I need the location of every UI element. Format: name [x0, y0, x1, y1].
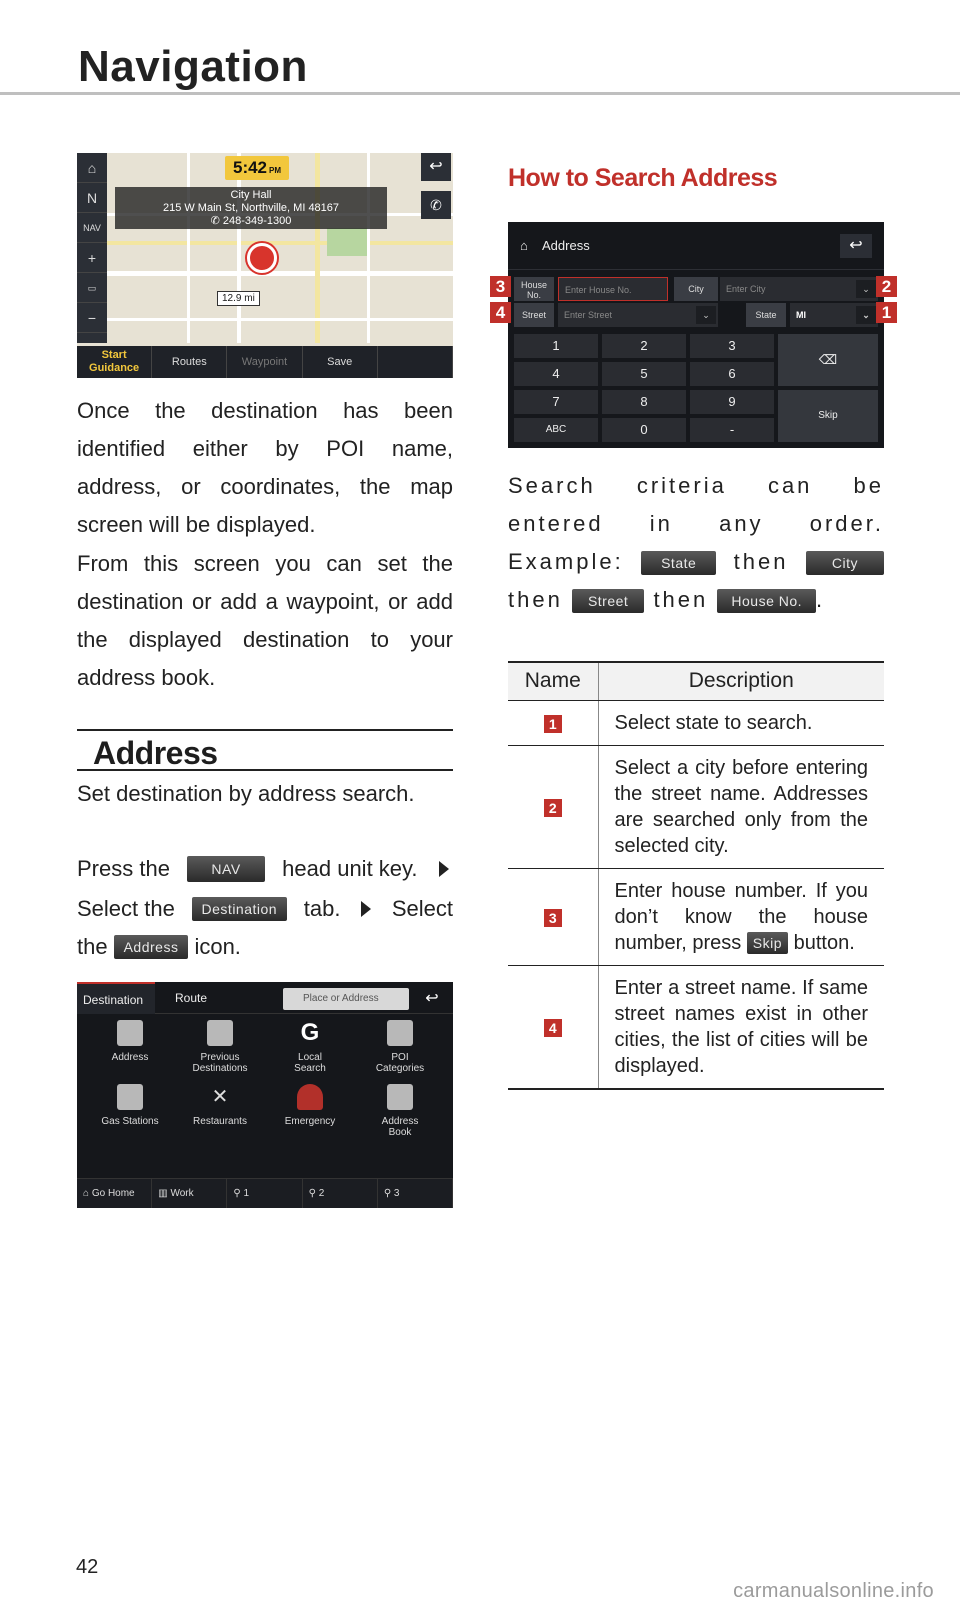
tab-destination[interactable]: Destination — [77, 982, 155, 1014]
back-icon[interactable]: ↩ — [425, 990, 439, 1007]
clock — [225, 156, 289, 180]
key-5[interactable]: 5 — [602, 362, 686, 386]
favorite-label: 3 — [393, 1188, 400, 1199]
state-select[interactable] — [790, 303, 878, 327]
criteria-period: . — [816, 587, 826, 612]
instruction-text: Select the — [77, 896, 175, 921]
folder-clock-icon — [207, 1020, 233, 1046]
clock-time: 5:42 — [232, 158, 268, 177]
dest-item-address[interactable] — [83, 1020, 177, 1063]
key-7[interactable]: 7 — [514, 390, 598, 414]
key-4[interactable]: 4 — [514, 362, 598, 386]
place-search-input[interactable]: Place or Address — [283, 988, 409, 1010]
section-heading-text: Address — [93, 735, 218, 771]
key-8[interactable]: 8 — [602, 390, 686, 414]
row-description: Select a city before entering the street name. Addresses are searched only from the selected city. — [598, 745, 884, 868]
callout-3: 3 — [544, 909, 562, 927]
instruction-text: head unit key. — [282, 856, 418, 881]
start-guidance-label-2: Guidance — [89, 362, 140, 374]
intro-paragraph-2: From this screen you can set the destination or add a waypoint, or add the displayed destination to your address book. — [77, 551, 453, 690]
poi-info-panel — [115, 187, 387, 229]
dest-item-poi-categories[interactable] — [353, 1020, 447, 1074]
city-input[interactable] — [720, 277, 878, 301]
table-row — [508, 700, 884, 745]
address-screen-title — [508, 222, 884, 270]
key-6[interactable]: 6 — [690, 362, 774, 386]
google-g-icon: G — [300, 1019, 320, 1046]
dest-item-label: Book — [388, 1127, 412, 1138]
map-side-toolbar — [77, 153, 107, 343]
page-title: Navigation — [78, 42, 308, 91]
pin-icon: ⚲ — [383, 1188, 394, 1199]
city-placeholder: Enter City — [726, 284, 766, 294]
skip-button[interactable]: Skip — [778, 390, 878, 442]
intro-paragraph-1: Once the destination has been identified either by POI name, address, or coordinates, the map screen will be displayed. — [77, 398, 453, 537]
title-rule — [0, 92, 960, 95]
more-button[interactable] — [378, 346, 453, 378]
map-bottom-bar — [77, 346, 453, 378]
key-2[interactable]: 2 — [602, 334, 686, 358]
state-label: State — [746, 303, 786, 327]
instruction-text: Press the — [77, 856, 170, 881]
home-icon: ⌂ — [83, 1188, 92, 1199]
dest-item-label: Address — [381, 1116, 419, 1127]
work-label: Work — [170, 1188, 194, 1199]
go-home-label: Go Home — [91, 1188, 135, 1199]
map-road — [367, 153, 370, 343]
house-search-icon — [117, 1020, 143, 1046]
tab-route[interactable]: Route — [175, 991, 208, 1005]
dest-item-label: Search — [294, 1063, 326, 1074]
table-row — [508, 868, 884, 965]
key-dash[interactable]: - — [690, 418, 774, 442]
address-screen-title-text: Address — [542, 238, 590, 253]
map-road — [107, 271, 453, 276]
how-to-heading: How to Search Address — [508, 164, 778, 192]
dest-item-label: POI — [391, 1052, 409, 1063]
phone-icon: ✆ — [210, 215, 223, 227]
criteria-then: then — [508, 587, 563, 612]
routes-button[interactable]: Routes — [152, 346, 227, 378]
pin-icon: ⚲ — [233, 1188, 244, 1199]
callout-4: 4 — [490, 302, 511, 323]
favorite-label: 1 — [243, 1188, 250, 1199]
table-row — [508, 965, 884, 1089]
description-table — [508, 661, 884, 1090]
table-row — [508, 745, 884, 868]
state-button: State — [641, 551, 716, 575]
dest-item-label: Gas Stations — [101, 1116, 159, 1127]
address-lead: Set destination by address search. — [77, 781, 415, 806]
instruction-text: tab. — [303, 896, 341, 921]
map-road — [107, 318, 453, 321]
dest-item-address-book[interactable] — [353, 1084, 447, 1138]
house-no-button: House No. — [717, 589, 816, 613]
distance-label: 12.9 mi — [217, 291, 260, 306]
back-icon[interactable]: ↩ — [840, 234, 872, 258]
instruction-line-2 — [77, 890, 453, 928]
callout-1: 1 — [876, 302, 897, 323]
dest-item-label: Emergency — [284, 1116, 336, 1127]
row-number-cell — [508, 868, 598, 965]
row-description: Select state to search. — [598, 700, 884, 745]
zoom-in-button[interactable]: + — [77, 243, 107, 273]
dest-item-label: Categories — [375, 1063, 425, 1074]
callout-3: 3 — [490, 276, 511, 297]
dest-item-local-search[interactable] — [263, 1020, 357, 1074]
city-button: City — [806, 551, 884, 575]
nav-key-button: NAV — [187, 856, 264, 882]
key-abc[interactable]: ABC — [514, 418, 598, 442]
fork-knife-icon: ✕ — [211, 1086, 229, 1108]
poi-phone-number: 248-349-1300 — [222, 215, 292, 227]
key-9[interactable]: 9 — [690, 390, 774, 414]
map-road — [187, 153, 190, 343]
page-indicator — [229, 1170, 301, 1173]
gas-pump-icon — [117, 1084, 143, 1110]
compass-button[interactable]: N — [77, 183, 107, 213]
street-button: Street — [572, 589, 644, 613]
skip-button: Skip — [747, 932, 788, 954]
dest-item-previous-destinations[interactable] — [173, 1020, 267, 1074]
address-row-1 — [514, 277, 878, 301]
instruction-text: icon. — [194, 934, 241, 959]
table-header-row — [508, 662, 884, 700]
map-road — [315, 153, 320, 343]
poi-phone — [115, 215, 387, 228]
go-home-button[interactable] — [77, 1179, 152, 1208]
work-button[interactable] — [152, 1179, 227, 1208]
criteria-then: then — [733, 549, 789, 574]
favorite-1-button[interactable] — [227, 1179, 302, 1208]
instruction-line-3 — [77, 928, 453, 966]
dest-item-label: Destinations — [192, 1063, 248, 1074]
house-no-label-1: House — [520, 280, 547, 290]
instruction-text: Select — [391, 896, 453, 921]
building-search-icon — [387, 1020, 413, 1046]
criteria-paragraph — [508, 467, 884, 619]
map-view-button[interactable]: ▭ — [77, 273, 107, 303]
map-park — [327, 228, 367, 256]
house-no-input[interactable]: Enter House No. — [558, 277, 668, 301]
callout-1: 1 — [544, 715, 562, 733]
row-description-text: button. — [793, 931, 855, 954]
instruction-line-1 — [77, 850, 453, 888]
destination-tabs — [77, 982, 453, 1014]
section-heading — [77, 729, 453, 771]
favorite-3-button[interactable] — [378, 1179, 453, 1208]
pin-icon: ⚲ — [308, 1188, 319, 1199]
street-placeholder: Enter Street — [564, 310, 613, 320]
page-number: 42 — [76, 1556, 99, 1578]
dest-item-label: Restaurants — [193, 1116, 247, 1127]
dest-item-label: Previous — [200, 1052, 240, 1063]
key-3[interactable]: 3 — [690, 334, 774, 358]
favorite-2-button[interactable] — [303, 1179, 378, 1208]
callout-2: 2 — [876, 276, 897, 297]
destination-screen-image — [77, 982, 453, 1208]
poi-address: 215 W Main St, Northville, MI 48167 — [162, 202, 340, 214]
favorites-bar — [77, 1178, 453, 1208]
row-description-text: Enter house number. If you don’t know the house number, press — [614, 879, 868, 954]
watermark: carmanualsonline.info — [733, 1580, 934, 1602]
address-screen-image — [508, 222, 884, 448]
home-icon[interactable]: ⌂ — [77, 153, 107, 183]
column-header-name: Name — [508, 662, 598, 700]
chevron-down-icon[interactable]: ⌄ — [856, 280, 876, 298]
start-guidance-button[interactable] — [77, 346, 152, 378]
house-no-label-2: No. — [526, 290, 541, 300]
row-number-cell — [508, 700, 598, 745]
building-icon: ▥ — [158, 1188, 171, 1199]
state-value: MI — [796, 310, 806, 320]
callout-4: 4 — [544, 1019, 562, 1037]
emergency-light-icon — [297, 1084, 323, 1110]
row-description — [598, 868, 884, 965]
dest-item-gas-stations[interactable] — [83, 1084, 177, 1127]
nav-volume-button[interactable]: NAV — [77, 213, 107, 243]
column-header-description: Description — [598, 662, 884, 700]
arrow-right-icon — [361, 901, 371, 917]
chevron-down-icon[interactable]: ⌄ — [696, 306, 716, 324]
street-label: Street — [514, 303, 554, 327]
house-no-label — [514, 277, 554, 301]
address-row-2 — [514, 303, 878, 327]
address-icon-button: Address — [114, 935, 189, 959]
chevron-down-icon[interactable]: ⌄ — [856, 306, 876, 324]
map-screen-image — [77, 153, 453, 378]
row-description: Enter a street name. If same street names exist in other cities, the list of cities will be displayed. — [598, 965, 884, 1089]
key-1[interactable]: 1 — [514, 334, 598, 358]
backspace-icon[interactable]: ⌫ — [778, 334, 878, 386]
house-search-icon: ⌂ — [520, 238, 528, 253]
row-number-cell — [508, 965, 598, 1089]
dest-item-emergency[interactable] — [263, 1084, 357, 1127]
map-road — [237, 153, 241, 343]
dest-item-label: Local — [298, 1052, 322, 1063]
key-0[interactable]: 0 — [602, 418, 686, 442]
back-icon[interactable]: ↩ — [421, 153, 451, 181]
arrow-right-icon — [439, 861, 449, 877]
call-icon[interactable]: ✆ — [421, 191, 451, 219]
zoom-out-button[interactable]: − — [77, 303, 107, 333]
criteria-text: Search criteria can be entered in any order. Example: — [508, 473, 884, 574]
dest-item-restaurants[interactable] — [173, 1084, 267, 1127]
street-input[interactable] — [558, 303, 718, 327]
destination-pin-icon — [247, 243, 277, 273]
criteria-then: then — [653, 587, 709, 612]
dest-item-label: Address — [111, 1052, 149, 1063]
address-book-icon — [387, 1084, 413, 1110]
poi-name: City Hall — [230, 189, 272, 201]
address-instructions — [77, 850, 453, 966]
clock-ampm: PM — [269, 166, 282, 175]
destination-tab-button: Destination — [192, 897, 288, 921]
row-number-cell — [508, 745, 598, 868]
favorite-label: 2 — [318, 1188, 325, 1199]
waypoint-button[interactable]: Waypoint — [227, 346, 302, 378]
callout-2: 2 — [544, 799, 562, 817]
map-road — [107, 241, 453, 245]
start-guidance-label-1: Start — [101, 349, 127, 361]
city-label: City — [674, 277, 718, 301]
instruction-text: the — [77, 934, 108, 959]
save-button[interactable]: Save — [303, 346, 378, 378]
